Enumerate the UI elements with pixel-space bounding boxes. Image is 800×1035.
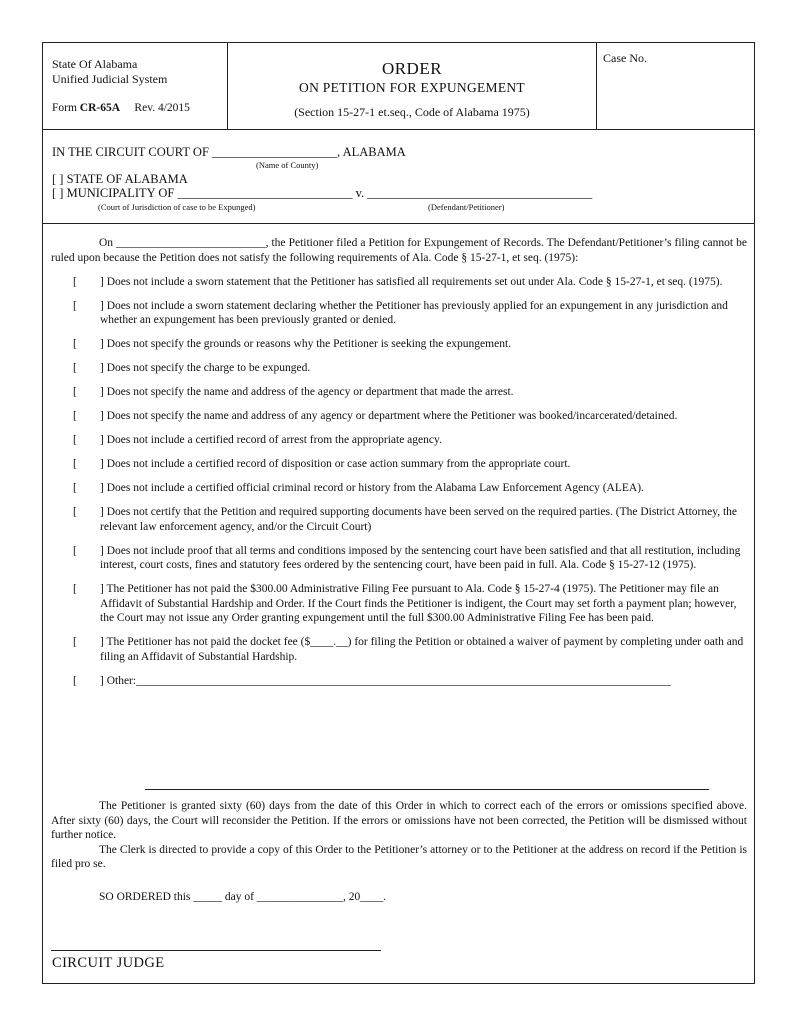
requirement-item[interactable] [51, 544, 747, 573]
jurisdiction-hint: (Court of Jurisdiction of case to be Expunged) [98, 202, 256, 212]
closing-section [51, 799, 747, 904]
agency-state: State Of Alabama [52, 57, 138, 71]
requirement-item[interactable] [51, 299, 747, 328]
requirement-item[interactable] [51, 457, 747, 472]
document-title: ORDER [381, 59, 443, 78]
requirement-text: ] Does not specify the name and address of any agency or department where the Petitioner was booked/incarcerated/detained. [100, 410, 678, 422]
statute-reference: (Section 15-27-1 et.seq., Code of Alabama 1975) [294, 105, 530, 119]
requirement-item[interactable] [51, 505, 747, 534]
checkbox-bracket[interactable]: [ [73, 410, 77, 422]
requirement-text: ] Does not specify the grounds or reasons why the Petitioner is seeking the expungement. [100, 338, 512, 350]
requirement-item[interactable] [51, 674, 747, 689]
judge-title: CIRCUIT JUDGE [52, 955, 165, 971]
form-number: CR-65A [79, 102, 121, 114]
requirement-text: ] Does not certify that the Petition and required supporting documents have been served on the required parties. (The District Attorney, the relevant law enforcement agency, and/or the Circuit Court) [100, 506, 737, 533]
checkbox-bracket[interactable]: [ [73, 544, 77, 557]
form-revision: Rev. 4/2015 [134, 102, 190, 114]
requirement-item[interactable] [51, 582, 747, 626]
caption-divider [43, 223, 754, 224]
form-label: Form [52, 102, 77, 114]
requirement-item[interactable] [51, 361, 747, 376]
judge-signature-line[interactable] [51, 950, 381, 951]
requirement-text: ] Other:_____________________________________________________________________________________________ [100, 674, 671, 687]
so-ordered-line[interactable]: SO ORDERED this _____ day of _______________, 20____. [99, 890, 387, 903]
checkbox-bracket[interactable]: [ [73, 458, 77, 470]
checkbox-bracket[interactable]: [ [73, 583, 77, 595]
requirement-item[interactable] [51, 635, 747, 664]
defendant-hint: (Defendant/Petitioner) [428, 202, 505, 212]
header-title-block [228, 43, 597, 129]
form-id-line [52, 101, 227, 116]
requirement-item[interactable] [51, 433, 747, 448]
checkbox-bracket[interactable]: [ [73, 674, 77, 687]
clerk-paragraph: The Clerk is directed to provide a copy of this Order to the Petitioner’s attorney or to the Petitioner at the address on record if the Petition is filed pro se. [51, 843, 747, 870]
form-frame [42, 42, 755, 984]
checkbox-bracket[interactable]: [ [73, 362, 77, 374]
requirement-text: ] Does not include proof that all terms and conditions imposed by the sentencing court have been satisfied and that all restitution, including interest, court costs, fines and statutory fees ordered by the sentencing court, have been paid in full. Ala. Code § 15-27-12 (1975). [100, 544, 741, 571]
document-subtitle: ON PETITION FOR EXPUNGEMENT [299, 80, 525, 95]
requirement-item[interactable] [51, 337, 747, 352]
checkbox-bracket[interactable]: [ [73, 636, 77, 648]
checkbox-bracket[interactable]: [ [73, 338, 77, 350]
requirement-text: ] Does not specify the name and address of the agency or department that made the arrest. [100, 386, 514, 398]
header-agency-block [43, 43, 228, 129]
checkbox-bracket[interactable]: [ [73, 506, 77, 518]
requirement-item[interactable] [51, 481, 747, 496]
agency-system: Unified Judicial System [52, 72, 168, 86]
requirement-text: ] Does not specify the charge to be expunged. [100, 362, 311, 374]
requirement-text: ] Does not include a sworn statement declaring whether the Petitioner has previously applied for an expungement in any jurisdiction and whether an expungement has been previously granted or denied. [100, 299, 728, 326]
cure-period-paragraph: The Petitioner is granted sixty (60) days from the date of this Order in which to correct each of the errors or omissions specified above. After sixty (60) days, the Court will reconsider the Petition. If the errors or omissions have not been corrected, the Petition will be dismissed without further notice. [51, 800, 747, 841]
county-hint: (Name of County) [256, 160, 319, 170]
requirement-item[interactable] [51, 409, 747, 424]
header-divider [43, 129, 754, 130]
requirement-text: ] The Petitioner has not paid the docket fee ($____.__) for filing the Petition or obtained a waiver of payment by completing under oath and filing an Affidavit of Substantial Hardship. [100, 636, 744, 663]
checkbox-bracket[interactable]: [ [73, 275, 77, 288]
requirement-text: ] The Petitioner has not paid the $300.00 Administrative Filing Fee pursuant to Ala. Code § 15-27-4 (1975). The Petitioner may file an Affidavit of Substantial Hardship and Order. If the Court finds the Petitioner is indigent, the Court may set forth a payment plan; however, the Court may not issue any Order granting expungement until the full $300.00 Administrative Filing Fee has been paid. [100, 583, 737, 624]
checkbox-bracket[interactable]: [ [73, 434, 77, 446]
intro-paragraph: On __________________________, the Petitioner filed a Petition for Expungement of Records. The Defendant/Petitioner’s filing cannot be ruled upon because the Petition does not satisfy the following requirements of Ala. Code § 15-27-1, et seq. (1975): [51, 237, 747, 264]
court-line[interactable]: IN THE CIRCUIT COURT OF ____________________, ALABAMA [52, 145, 406, 159]
requirement-item[interactable] [51, 275, 747, 290]
municipality-option[interactable]: [ ] MUNICIPALITY OF ____________________________ v. ____________________________________ [52, 186, 593, 200]
requirements-list [51, 275, 747, 689]
checkbox-bracket[interactable]: [ [73, 386, 77, 398]
requirement-text: ] Does not include a certified record of arrest from the appropriate agency. [100, 434, 442, 446]
checkbox-bracket[interactable]: [ [73, 299, 77, 312]
requirement-text: ] Does not include a sworn statement that the Petitioner has satisfied all requirements set out under Ala. Code § 15-27-1, et seq. (1975). [100, 275, 723, 288]
requirement-text: ] Does not include a certified official criminal record or history from the Alabama Law Enforcement Agency (ALEA). [100, 482, 644, 494]
requirement-item[interactable] [51, 385, 747, 400]
requirement-text: ] Does not include a certified record of disposition or case action summary from the appropriate court. [100, 458, 571, 470]
checkbox-bracket[interactable]: [ [73, 482, 77, 494]
case-number-label: Case No. [603, 51, 647, 65]
other-continuation-line[interactable] [145, 789, 709, 790]
state-option[interactable]: [ ] STATE OF ALABAMA [52, 172, 188, 186]
order-body [51, 236, 747, 688]
case-number-block[interactable] [597, 43, 754, 129]
